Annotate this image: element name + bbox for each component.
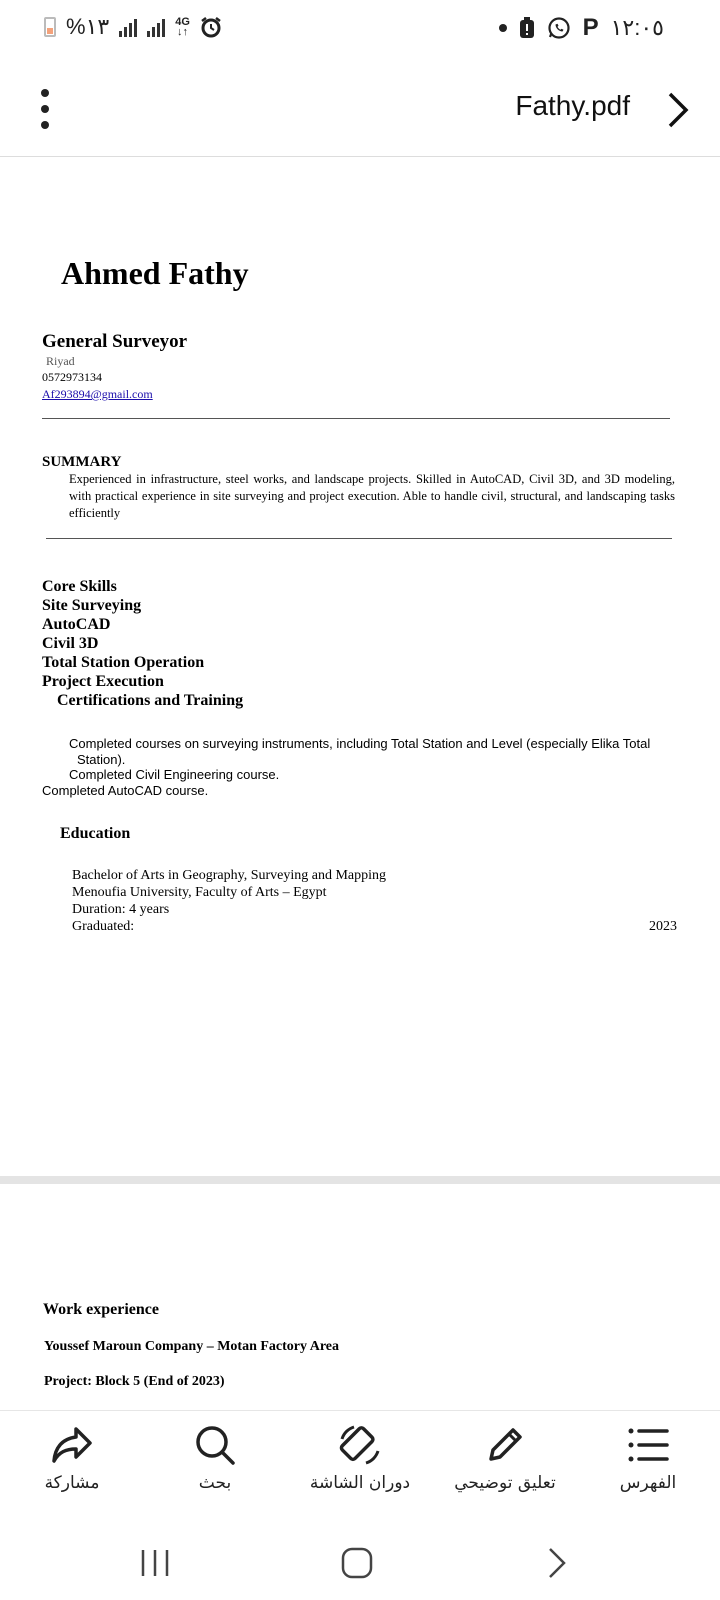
back-icon[interactable] xyxy=(545,1546,569,1580)
system-nav-bar xyxy=(0,1520,720,1600)
project: Project: Block 5 (End of 2023) xyxy=(44,1374,225,1389)
degree: Bachelor of Arts in Geography, Surveying and Mapping xyxy=(72,868,387,883)
skill-item: AutoCAD xyxy=(42,616,111,633)
more-options-icon[interactable] xyxy=(30,89,60,129)
cert-item-continued: Station). xyxy=(77,752,126,767)
rotate-screen-button[interactable] xyxy=(290,1421,430,1493)
home-icon[interactable] xyxy=(340,1546,374,1580)
duration: Duration: 4 years xyxy=(72,902,170,917)
battery-alert-icon xyxy=(519,17,535,39)
battery-percent: %١٣ xyxy=(66,14,110,39)
city: Riyad xyxy=(46,354,75,368)
skill-item: Civil 3D xyxy=(42,635,99,652)
whatsapp-icon xyxy=(547,16,571,40)
alarm-icon xyxy=(200,16,222,38)
list-icon xyxy=(624,1421,672,1469)
search-button[interactable] xyxy=(145,1421,285,1493)
recent-apps-icon[interactable] xyxy=(138,1548,172,1578)
network-type: 4G ↓↑ xyxy=(175,16,190,38)
summary-text: Experienced in infrastructure, steel works, and landscape projects. Skilled in AutoCAD, Civil 3D, and 3D modeling, with practical experience in site surveying and project execution. Able to handle civil, structural, and landscaping tasks efficiently xyxy=(69,472,675,520)
certifications-heading: Certifications and Training xyxy=(57,692,244,709)
share-button[interactable] xyxy=(2,1421,142,1493)
notification-dot-icon xyxy=(499,24,507,32)
skill-item: Site Surveying xyxy=(42,597,142,614)
job-title: General Surveyor xyxy=(42,331,188,352)
summary-heading: SUMMARY xyxy=(42,454,122,470)
bottom-toolbar xyxy=(0,1410,720,1521)
education-heading: Education xyxy=(60,825,131,842)
share-icon xyxy=(48,1421,96,1469)
chevron-right-icon[interactable] xyxy=(658,86,698,134)
annotate-button[interactable] xyxy=(435,1421,575,1493)
work-heading: Work experience xyxy=(43,1301,159,1318)
phone: 0572973134 xyxy=(42,370,102,384)
share-label: مشاركة xyxy=(44,1473,100,1493)
divider xyxy=(42,418,670,419)
cert-item: Completed AutoCAD course. xyxy=(42,783,209,798)
graduated-label: Graduated: xyxy=(72,919,135,934)
signal-icon xyxy=(119,17,137,37)
skills-heading: Core Skills xyxy=(42,578,117,595)
cert-item: Completed courses on surveying instruments, including Total Station and Level (especially Elika Total xyxy=(69,736,651,751)
document-title: Fathy.pdf xyxy=(515,90,630,121)
status-bar xyxy=(0,0,720,64)
divider xyxy=(46,538,672,539)
rotate-screen-label: دوران الشاشة xyxy=(309,1473,411,1493)
status-right xyxy=(499,14,664,42)
search-icon xyxy=(191,1421,239,1469)
rotate-screen-icon xyxy=(336,1421,384,1469)
signal-icon-2 xyxy=(147,17,165,37)
app-bar xyxy=(0,64,720,157)
skill-item: Project Execution xyxy=(42,673,164,690)
parking-icon: P xyxy=(582,14,599,41)
page-separator xyxy=(0,1176,720,1184)
pencil-icon xyxy=(481,1421,529,1469)
company: Youssef Maroun Company – Motan Factory Area xyxy=(44,1339,340,1354)
status-left xyxy=(44,14,222,40)
clock: ١٢:٠٥ xyxy=(610,15,664,40)
annotate-label: تعليق توضيحي xyxy=(454,1473,556,1493)
graduated-year: 2023 xyxy=(649,919,677,934)
battery-icon xyxy=(44,17,56,37)
resume-name: Ahmed Fathy xyxy=(61,255,249,291)
search-label: بحث xyxy=(198,1473,232,1493)
skill-item: Total Station Operation xyxy=(42,654,205,671)
index-label: الفهرس xyxy=(619,1473,677,1493)
university: Menoufia University, Faculty of Arts – Egypt xyxy=(72,885,327,900)
email-link[interactable]: Af293894@gmail.com xyxy=(42,387,153,401)
index-button[interactable] xyxy=(578,1421,718,1493)
cert-item: Completed Civil Engineering course. xyxy=(69,767,280,782)
